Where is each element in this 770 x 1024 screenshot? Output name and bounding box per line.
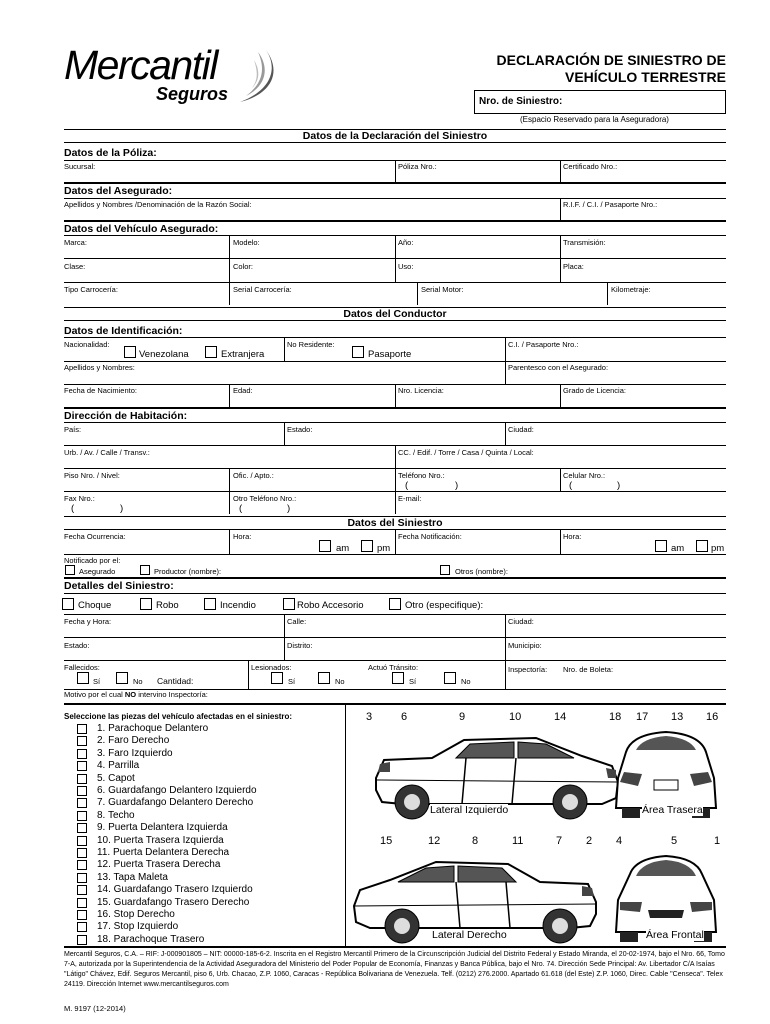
pieza-label: 17. Stop Izquierdo: [97, 921, 179, 933]
telefono-paren-open: (: [405, 480, 409, 491]
form-code: M. 9197 (12-2014): [64, 1004, 126, 1013]
vehiculo-title: Datos del Vehículo Asegurado:: [64, 223, 219, 235]
choque-label: Choque: [78, 600, 112, 611]
am-checkbox[interactable]: [319, 540, 331, 552]
pieza-checkbox[interactable]: [77, 736, 87, 746]
modelo-field[interactable]: Modelo:: [233, 238, 260, 247]
lateral-derecho-label: Lateral Derecho: [432, 929, 507, 941]
municipio-field[interactable]: Municipio:: [508, 641, 542, 650]
serial-carroceria-field[interactable]: Serial Carrocería:: [233, 285, 292, 294]
clase-field[interactable]: Clase:: [64, 262, 86, 271]
marca-field[interactable]: Marca:: [64, 238, 87, 247]
fecha-ocurrencia-field[interactable]: Fecha Ocurrencia:: [64, 532, 126, 541]
diagram-part-number: 13: [671, 711, 684, 723]
edad-field[interactable]: Edad:: [233, 386, 253, 395]
diagram-part-number: 7: [556, 835, 563, 847]
certificado-field[interactable]: Certificado Nro.:: [563, 162, 618, 171]
hora-label: Hora:: [233, 532, 252, 541]
no-residente-label: No Residente:: [287, 340, 335, 349]
pieza-label: 7. Guardafango Delantero Derecho: [97, 797, 254, 809]
motivo-no: NO: [124, 690, 137, 699]
extranjera-checkbox[interactable]: [205, 346, 217, 358]
otro-telefono-field[interactable]: Otro Teléfono Nro.:: [233, 494, 297, 503]
conductor-nombres-field[interactable]: Apellidos y Nombres:: [64, 363, 135, 372]
pieza-label: 3. Faro Izquierdo: [97, 747, 173, 759]
brand-name: Mercantil: [64, 42, 217, 88]
pm-notif-label: pm: [711, 543, 725, 554]
robo-accesorio-checkbox[interactable]: [283, 598, 295, 610]
pieza-label: 11. Puerta Delantera Derecha: [97, 847, 230, 858]
pieza-label: 2. Faro Derecho: [97, 735, 170, 747]
incendio-checkbox[interactable]: [204, 598, 216, 610]
lesionados-no-checkbox[interactable]: [318, 672, 330, 684]
venezolana-checkbox[interactable]: [124, 346, 136, 358]
pieza-checkbox[interactable]: [77, 860, 87, 870]
pieza-checkbox[interactable]: [77, 798, 87, 808]
diagram-part-number: 3: [366, 711, 373, 723]
serial-motor-field[interactable]: Serial Motor:: [421, 285, 464, 294]
pieza-label: 13. Tapa Maleta: [97, 871, 168, 883]
uso-field[interactable]: Uso:: [398, 262, 414, 271]
conductor-band: Datos del Conductor: [64, 307, 726, 321]
ciudad-field[interactable]: Ciudad:: [508, 425, 534, 434]
motivo-pre: Motivo por el cual: [64, 690, 125, 699]
robo-checkbox[interactable]: [140, 598, 152, 610]
robo-accesorio-label: Robo Accesorio: [297, 600, 364, 611]
pm-notif-checkbox[interactable]: [696, 540, 708, 552]
asegurado-notif-label: Asegurado: [79, 567, 116, 576]
ano-field[interactable]: Año:: [398, 238, 414, 247]
pieza-checkbox[interactable]: [77, 885, 87, 895]
pieza-label: 14. Guardafango Trasero Izquierdo: [97, 884, 253, 896]
diagram-part-number: 10: [509, 711, 522, 723]
lateral-izquierdo-label: Lateral Izquierdo: [430, 804, 509, 816]
grado-licencia-field[interactable]: Grado de Licencia:: [563, 386, 626, 395]
celular-paren-open: (: [569, 480, 573, 491]
fecha-hora-field[interactable]: Fecha y Hora:: [64, 617, 112, 626]
pieza-checkbox[interactable]: [77, 935, 87, 945]
transito-no-label: No: [461, 677, 471, 686]
asegurado-notif-checkbox[interactable]: [65, 565, 75, 575]
lesionados-si-label: Sí: [288, 677, 296, 686]
pieza-label: 18. Parachoque Trasero: [97, 933, 205, 945]
diagram-part-number: 9: [459, 711, 466, 723]
calle-field[interactable]: Calle:: [287, 617, 307, 626]
lesionados-si-checkbox[interactable]: [271, 672, 283, 684]
nro-boleta-field[interactable]: Nro. de Boleta:: [563, 665, 614, 674]
telefono-field[interactable]: Teléfono Nro.:: [398, 471, 445, 480]
choque-checkbox[interactable]: [62, 598, 74, 610]
fecha-nacimiento-field[interactable]: Fecha de Nacimiento:: [64, 386, 137, 395]
lesionados-no-label: No: [335, 677, 345, 686]
pieza-checkbox[interactable]: [77, 786, 87, 796]
fax-paren-close: ): [120, 503, 124, 514]
oficina-field[interactable]: Ofic. / Apto.:: [233, 471, 274, 480]
siniestro-number-label: Nro. de Siniestro:: [479, 96, 563, 107]
productor-label: Productor (nombre):: [154, 567, 222, 576]
asegurado-nombres-field[interactable]: Apellidos y Nombres /Denominación de la Razón Social:: [64, 200, 252, 209]
detalles-ciudad-field[interactable]: Ciudad:: [508, 617, 534, 626]
am-notif-label: am: [671, 543, 685, 554]
celular-paren-close: ): [617, 480, 621, 491]
pieza-checkbox[interactable]: [77, 910, 87, 920]
pasaporte-label: Pasaporte: [368, 349, 412, 360]
diagram-part-number: 6: [401, 711, 408, 723]
rif-field[interactable]: R.I.F. / C.I. / Pasaporte Nro.:: [563, 200, 658, 209]
celular-field[interactable]: Celular Nro.:: [563, 471, 606, 480]
footer-legal: Mercantil Seguros, C.A. – RIF: J-000901805 – NIT: 00000-185-6-2. Inscrita en el Registro Mercantil Primero de la Circunscripción Judicial del Distrito Federal y Estado Miranda, el 20-02-1974, bajo el Nro. 66, Tomo 7-A, autorizada por la Superintendencia de la Actividad Aseguradora del Ministerio del Poder Popular de Economía, Finanzas y Banca Pública, bajo el Nro. 74. Dirección Sede Principal: Av. Libertador C/A Isaías "Látigo" Chávez, Edif. Seguros Mercantil, piso 6, Urb. Chacao, Z.P. 1060, Caracas - República Bolivariana de Venezuela. Telf. (0212) 276.2000. Apartado 61.618 (del Este) Z.P. 1060, Direc. Cable "Censeca". Telex 24119. Dirección Internet www.mercantilseguros.com: [64, 951, 725, 988]
email-field[interactable]: E-mail:: [398, 494, 422, 503]
diagram-part-number: 14: [554, 711, 567, 723]
otro-tel-paren-close: ): [287, 503, 291, 514]
form-title-2: VEHÍCULO TERRESTRE: [564, 69, 726, 85]
pieza-label: 1. Parachoque Delantero: [97, 723, 209, 734]
logo: [64, 42, 284, 112]
identificacion-title: Datos de Identificación:: [64, 325, 183, 337]
diagram-part-number: 12: [428, 835, 441, 847]
fax-paren-open: (: [71, 503, 75, 514]
piso-field[interactable]: Piso Nro. / Nivel:: [64, 471, 120, 480]
sucursal-field[interactable]: Sucursal:: [64, 162, 96, 171]
area-frontal-label: Área Frontal: [646, 929, 704, 941]
telefono-paren-close: ): [455, 480, 459, 491]
poliza-nro-field[interactable]: Póliza Nro.:: [398, 162, 437, 171]
transito-si-label: Sí: [409, 677, 417, 686]
diagram-part-number: 11: [512, 835, 524, 847]
siniestro-number-box[interactable]: [474, 90, 726, 114]
placa-field[interactable]: Placa:: [563, 262, 584, 271]
diagram-part-number: 2: [586, 835, 593, 847]
pieza-checkbox[interactable]: [77, 922, 87, 932]
pais-field[interactable]: País:: [64, 425, 82, 434]
diagram-part-number: 8: [472, 835, 479, 847]
venezolana-label: Venezolana: [139, 349, 189, 360]
kilometraje-field[interactable]: Kilometraje:: [611, 285, 651, 294]
fallecidos-label: Fallecidos:: [64, 663, 100, 672]
logo-swoosh-icon: [232, 42, 284, 108]
pm-checkbox[interactable]: [361, 540, 373, 552]
reserved-note: (Espacio Reservado para la Aseguradora): [520, 115, 669, 124]
inspectoria-label: Inspectoría:: [508, 665, 548, 674]
pieza-label: 10. Puerta Trasera Izquierda: [97, 834, 224, 846]
productor-checkbox[interactable]: [140, 565, 150, 575]
pieza-checkbox[interactable]: [77, 761, 87, 771]
color-field[interactable]: Color:: [233, 262, 254, 271]
otro-tel-paren-open: (: [239, 503, 243, 514]
asegurado-title: Datos del Asegurado:: [64, 185, 173, 197]
transito-si-checkbox[interactable]: [392, 672, 404, 684]
fallecidos-si-checkbox[interactable]: [77, 672, 89, 684]
detalles-estado-field[interactable]: Estado:: [64, 641, 90, 650]
diagram-part-number: 15: [380, 835, 393, 847]
urb-field[interactable]: Urb. / Av. / Calle / Transv.:: [64, 448, 150, 457]
pieza-label: 5. Capot: [97, 772, 135, 784]
otros-checkbox[interactable]: [440, 565, 450, 575]
pieza-label: 16. Stop Derecho: [97, 909, 175, 920]
pieza-label: 9. Puerta Delantera Izquierda: [97, 822, 228, 834]
pieza-checkbox[interactable]: [77, 873, 87, 883]
am-notif-checkbox[interactable]: [655, 540, 667, 552]
fallecidos-no-label: No: [133, 677, 143, 686]
diagram-part-number: 18: [609, 711, 622, 723]
motivo-field[interactable]: [64, 690, 208, 699]
brand-sub: Seguros: [156, 84, 229, 104]
ci-pasaporte-field[interactable]: C.I. / Pasaporte Nro.:: [508, 340, 579, 349]
estado-field[interactable]: Estado:: [287, 425, 313, 434]
nro-licencia-field[interactable]: Nro. Licencia:: [398, 386, 444, 395]
nacionalidad-label: Nacionalidad:: [64, 340, 110, 349]
pasaporte-checkbox[interactable]: [352, 346, 364, 358]
am-label: am: [336, 543, 350, 554]
fax-field[interactable]: Fax Nro.:: [64, 494, 95, 503]
pieza-checkbox[interactable]: [77, 749, 87, 759]
pieza-checkbox[interactable]: [77, 774, 87, 784]
area-trasera-label: Área Trasera: [642, 804, 703, 816]
distrito-field[interactable]: Distrito:: [287, 641, 313, 650]
pieza-checkbox[interactable]: [77, 836, 87, 846]
diagram-part-number: 16: [706, 711, 719, 723]
pieza-label: 15. Guardafango Trasero Derecho: [97, 896, 250, 908]
pm-label: pm: [377, 543, 391, 554]
notificado-label: Notificado por el:: [64, 556, 121, 565]
declaracion-band: Datos de la Declaración del Siniestro: [64, 129, 726, 143]
siniestro-band: Datos del Siniestro: [64, 516, 726, 530]
pieza-label: 8. Techo: [97, 809, 135, 821]
diagram-part-number: 4: [616, 835, 623, 847]
extranjera-label: Extranjera: [221, 349, 265, 360]
diagram-part-number: 5: [671, 835, 678, 847]
direccion-title: Dirección de Habitación:: [64, 410, 188, 422]
diagram-part-number: 1: [714, 835, 721, 847]
transmision-field[interactable]: Transmisión:: [563, 238, 606, 247]
poliza-title: Datos de la Póliza:: [64, 147, 157, 159]
transito-no-checkbox[interactable]: [444, 672, 456, 684]
piezas-title: Seleccione las piezas del vehículo afectadas en el siniestro:: [64, 712, 293, 721]
pieza-checkbox[interactable]: [77, 823, 87, 833]
pieza-checkbox[interactable]: [77, 848, 87, 858]
actuo-transito-label: Actuó Tránsito:: [368, 663, 419, 672]
tipo-carroceria-field[interactable]: Tipo Carrocería:: [64, 285, 118, 294]
cantidad-label[interactable]: Cantidad:: [157, 676, 194, 686]
otros-label: Otros (nombre):: [455, 567, 508, 576]
otro-checkbox[interactable]: [389, 598, 401, 610]
robo-label: Robo: [156, 600, 179, 611]
motivo-post: intervino Inspectoría:: [136, 690, 208, 699]
pieza-checkbox[interactable]: [77, 724, 87, 734]
detalles-title: Detalles del Siniestro:: [64, 580, 174, 592]
pieza-label: 12. Puerta Trasera Derecha: [97, 859, 221, 871]
fallecidos-no-checkbox[interactable]: [116, 672, 128, 684]
parentesco-field[interactable]: Parentesco con el Asegurado:: [508, 363, 609, 372]
pieza-label: 6. Guardafango Delantero Izquierdo: [97, 785, 257, 796]
pieza-label: 4. Parrilla: [97, 760, 140, 772]
fecha-notificacion-field[interactable]: Fecha Notificación:: [398, 532, 462, 541]
cc-field[interactable]: CC. / Edif. / Torre / Casa / Quinta / Local:: [398, 448, 534, 457]
incendio-label: Incendio: [220, 600, 256, 611]
hora-notif-label: Hora:: [563, 532, 582, 541]
pieza-checkbox[interactable]: [77, 898, 87, 908]
diagram-part-number: 17: [636, 711, 649, 723]
fallecidos-si-label: Sí: [93, 677, 101, 686]
pieza-checkbox[interactable]: [77, 811, 87, 821]
otro-label: Otro (especifique):: [405, 600, 484, 611]
vehicle-diagram: [346, 704, 726, 946]
lesionados-label: Lesionados:: [251, 663, 292, 672]
form-title-1: DECLARACIÓN DE SINIESTRO DE: [496, 52, 726, 68]
